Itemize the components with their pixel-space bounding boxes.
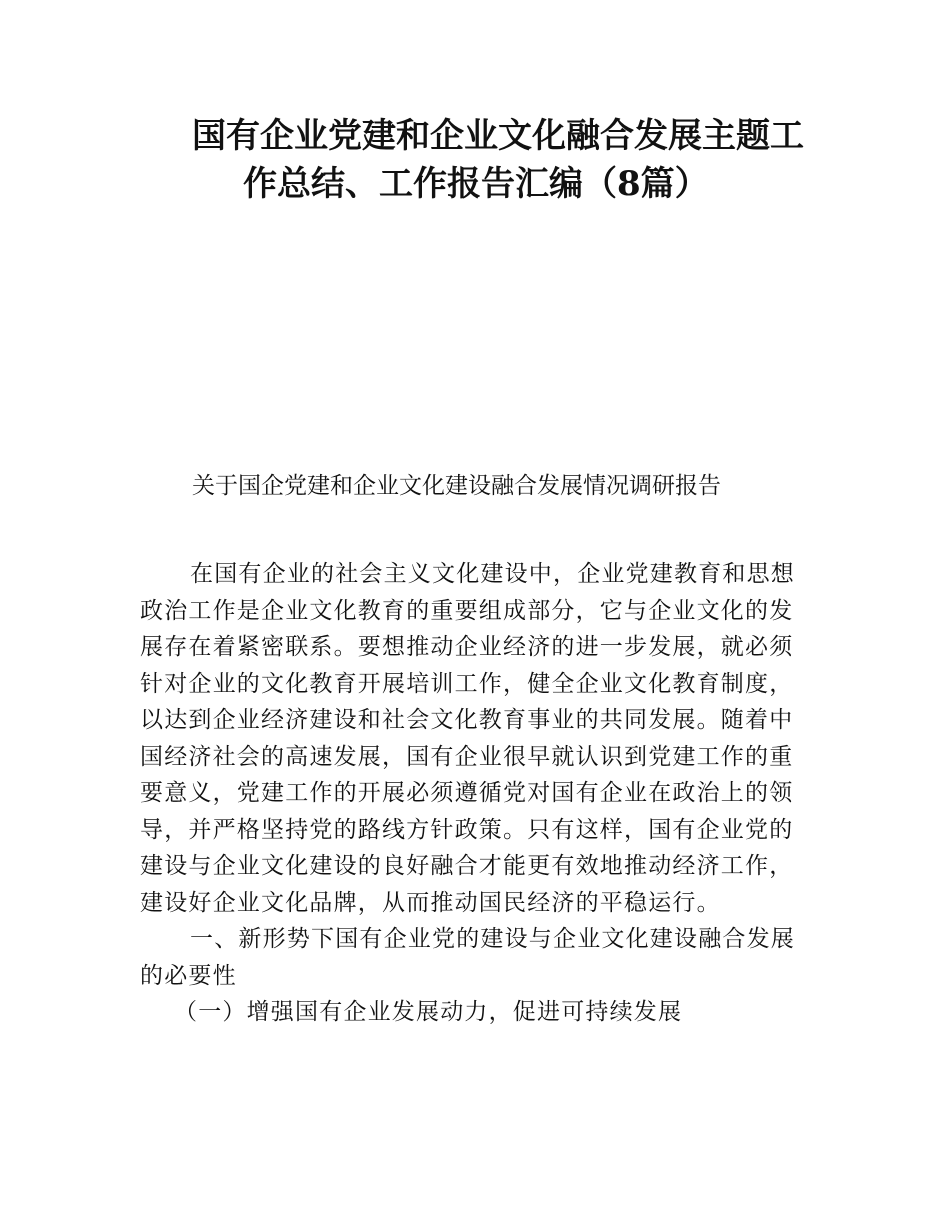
body-line: 展存在着紧密联系。要想推动企业经济的进一步发展，就必须: [140, 634, 794, 660]
subsection-heading: （一）增强国有企业发展动力，促进可持续发展: [174, 999, 683, 1025]
body-line: 建设与企业文化建设的良好融合才能更有效地推动经济工作，: [140, 853, 794, 879]
body-line: 以达到企业经济建设和社会文化教育事业的共同发展。随着中: [140, 707, 794, 733]
body-line: 政治工作是企业文化教育的重要组成部分，它与企业文化的发: [140, 597, 794, 624]
body-line: 导，并严格坚持党的路线方针政策。只有这样，国有企业党的: [140, 816, 794, 843]
section-heading-continued: 的必要性: [140, 962, 237, 989]
title-line-1: 国有企业党建和企业文化融合发展主题工: [192, 116, 804, 156]
body-line: 建设好企业文化品牌，从而推动国民经济的平稳运行。: [140, 889, 721, 916]
body-line: 针对企业的文化教育开展培训工作，健全企业文化教育制度，: [140, 670, 794, 697]
document-body: [140, 556, 812, 1031]
title-line-2: 作总结、工作报告汇编（8篇）: [243, 164, 709, 204]
document-title: [140, 112, 840, 208]
report-subtitle: 关于国企党建和企业文化建设融合发展情况调研报告: [192, 473, 721, 499]
body-line: 要意义，党建工作的开展必须遵循党对国有企业在政治上的领: [140, 780, 794, 806]
body-line: 国经济社会的高速发展，国有企业很早就认识到党建工作的重: [140, 743, 794, 770]
section-heading: 一、新形势下国有企业党的建设与企业文化建设融合发展: [190, 926, 795, 952]
body-line: 在国有企业的社会主义文化建设中，企业党建教育和思想: [190, 561, 795, 587]
